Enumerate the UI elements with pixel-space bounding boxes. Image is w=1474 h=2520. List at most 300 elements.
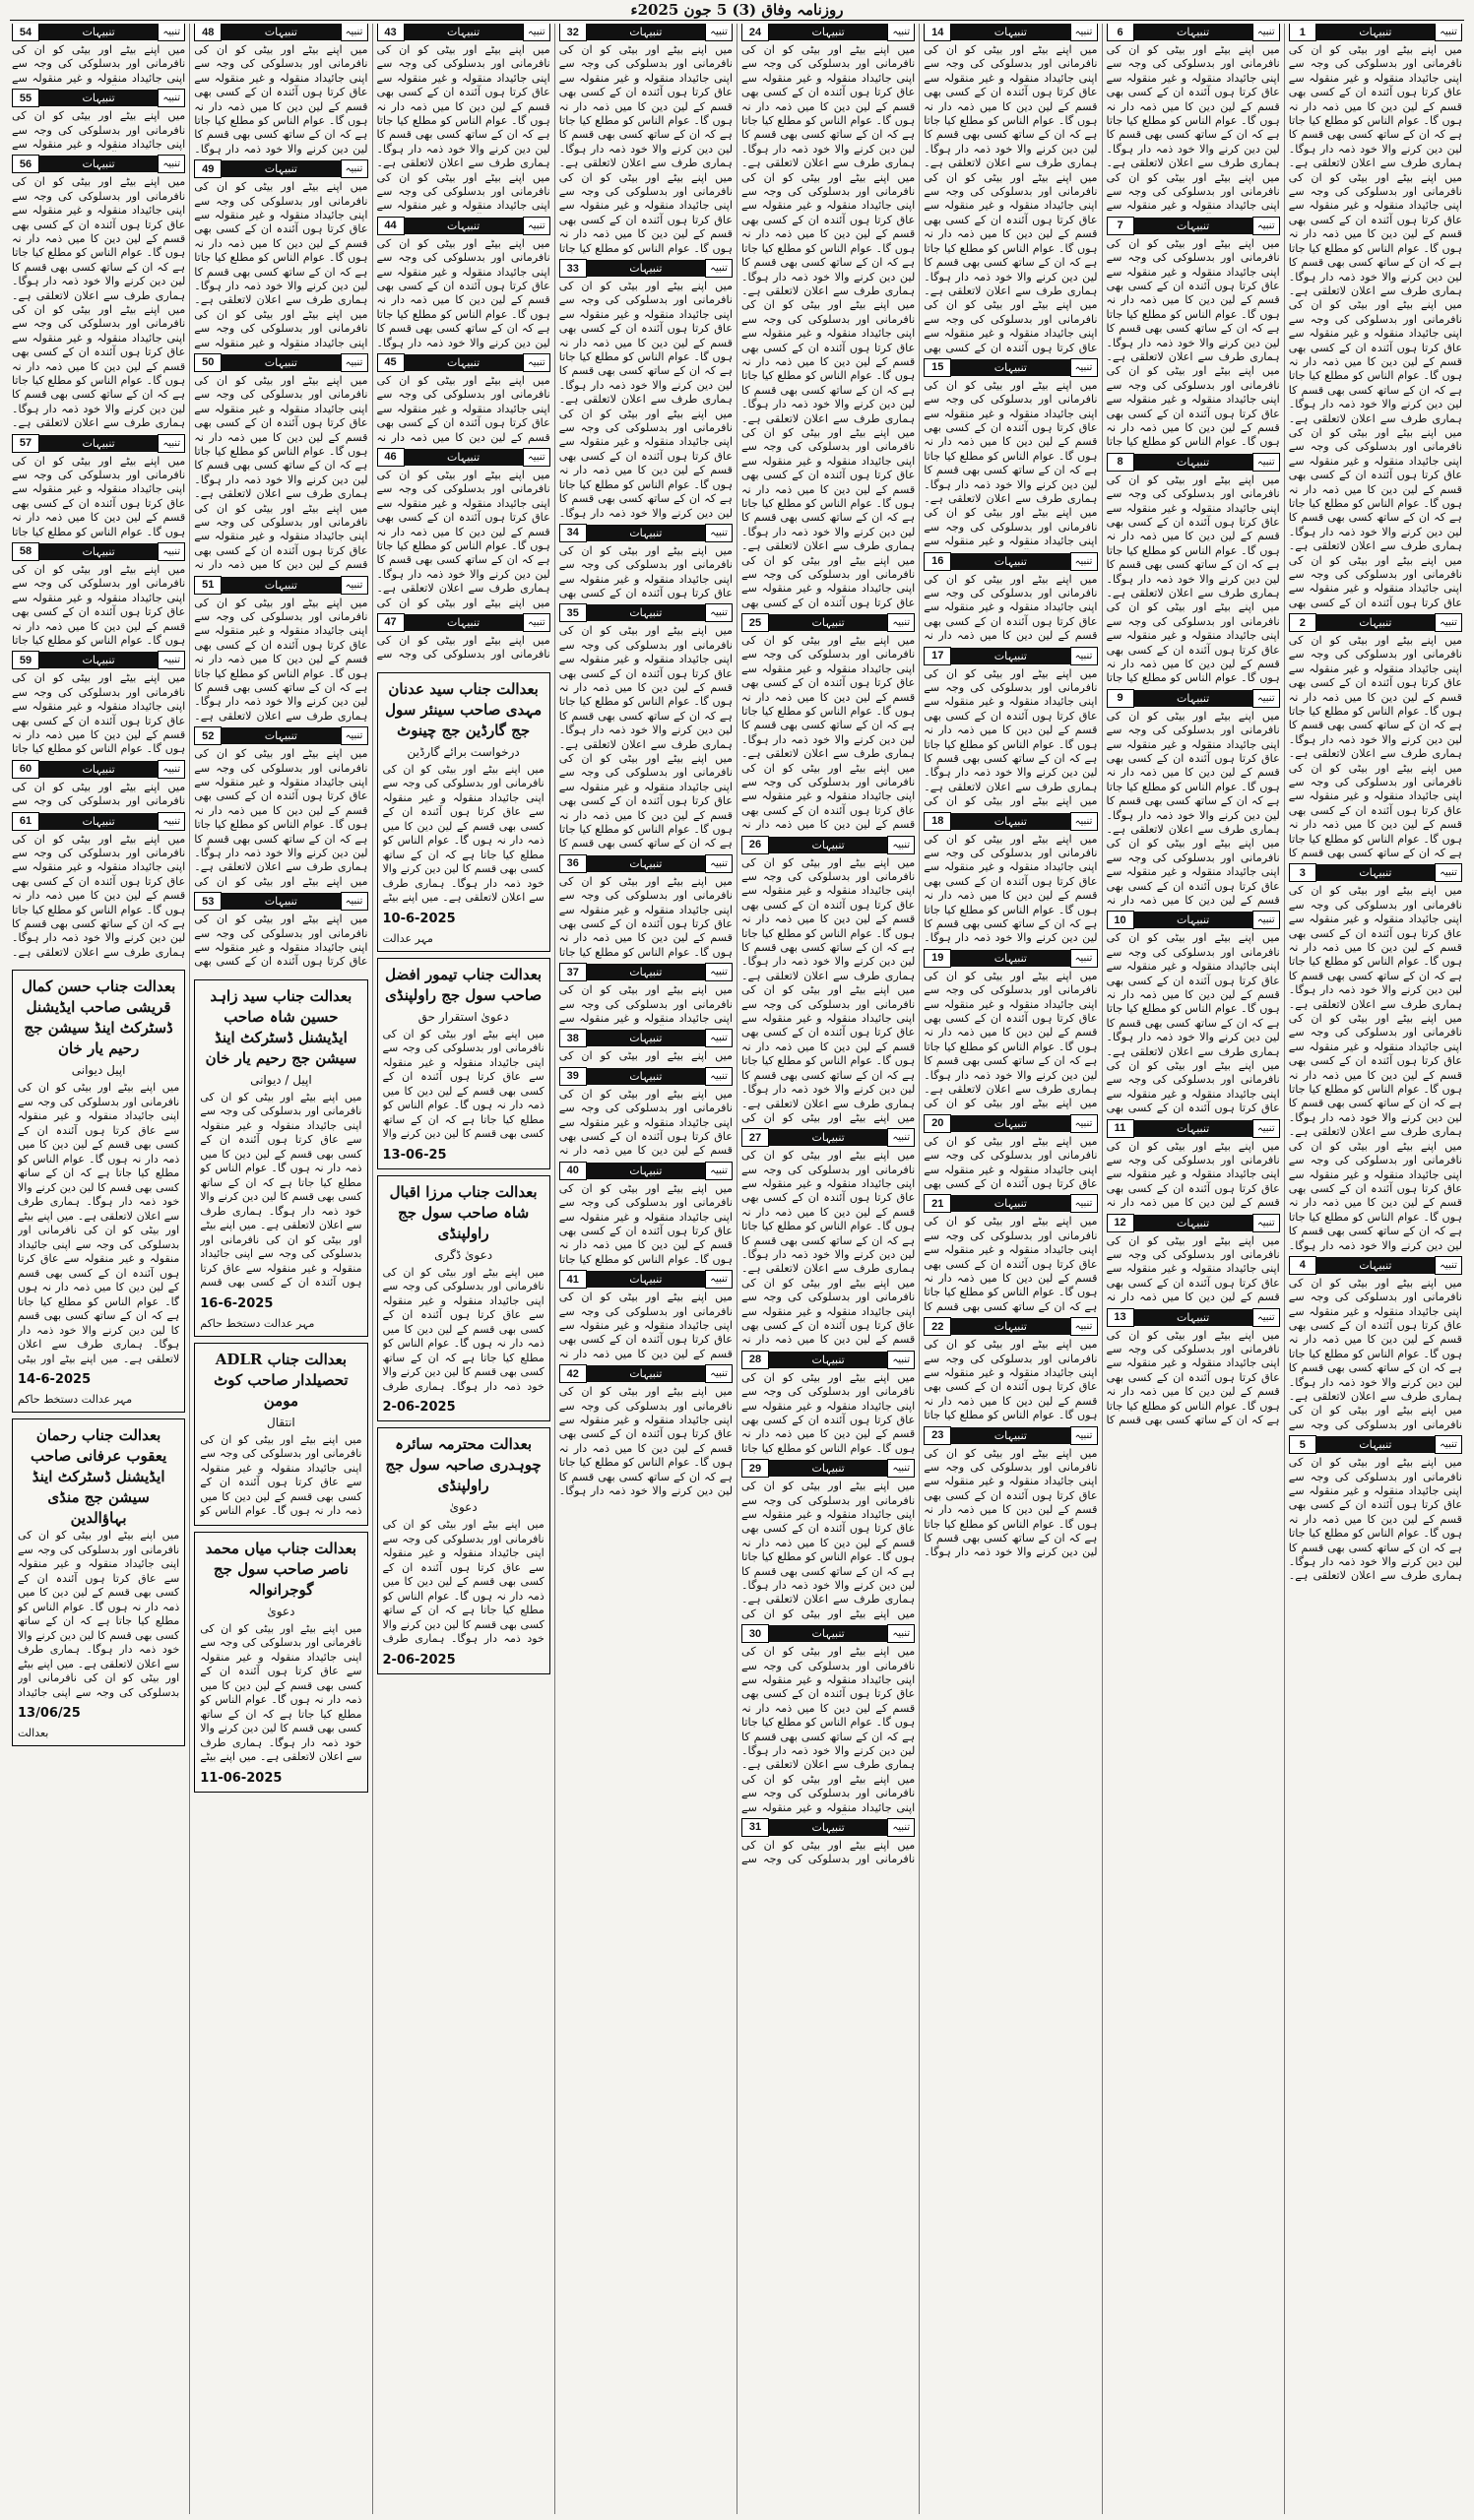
notice-number: 44 xyxy=(377,217,405,235)
notice xyxy=(12,813,185,961)
notice xyxy=(377,218,550,350)
notice xyxy=(12,543,185,648)
notice-header xyxy=(194,727,367,744)
notice-body: میں اپنے بیٹے اور بیٹی کو ان کی نافرمانی اور بدسلوکی کی وجہ سے اپنی جائیداد منقولہ و غیر منقولہ سے عاق کرتا ہوں آئندہ ان کے کسی بھی قسم کے لین دین کا میں ذمہ دار نہ ہوں گا۔ عوام الناس کو مطلع کیا جاتا ہے کہ ان کے ساتھ کسی بھی قسم کا لین دین کرنے والا خود ذمہ دار ہوگا۔ xyxy=(924,832,1098,945)
notice-header xyxy=(741,1352,915,1368)
notice-header xyxy=(1107,218,1280,234)
notice-body: میں اپنے بیٹے اور بیٹی کو ان کی نافرمانی اور بدسلوکی کی وجہ سے اپنی جائیداد منقولہ و غیر منقولہ سے عاق کرتا ہوں آئندہ ان کے کسی بھی قسم کے لین دین کا میں ذمہ دار نہ ہوں گا۔ عوام الناس کو مطلع کیا جاتا ہے کہ ان کے ساتھ کسی بھی قسم کا لین دین کرنے والا خود ذمہ دار ہوگا۔ ہماری طرف سے اعلان لاتعلقی ہے۔ میں اپنے بیٹے اور بیٹی کو ان کی نافرمانی اور بدسلوکی کی وجہ سے اپنی جائیداد منقولہ و غیر منقولہ سے عاق کرتا ہوں آئندہ ان کے کسی بھی قسم کے لین دین کا میں ذمہ دار نہ ہوں گا۔ عوام الناس کو مطلع کیا جاتا ہے کہ ان کے ساتھ کسی بھی قسم کا لین دین کرنے والا خود ذمہ دار ہوگا۔ ہماری طرف سے اعلان لاتعلقی ہے۔ میں اپنے بیٹے اور بیٹی کو ان کی نافرمانی اور بدسلوکی کی وجہ سے اپنی جائیداد منقولہ و غیر منقولہ سے عاق کرتا ہوں آئندہ ان کے کسی بھی قسم کے لین دین کا میں ذمہ دار نہ ہوں گا۔ عوام الناس کو مطلع کیا جاتا ہے کہ ان کے ساتھ کسی بھی قسم کا لین دین کرنے والا خود ذمہ دار ہوگا۔ xyxy=(1288,884,1462,1252)
notice-title: تنبیہات xyxy=(405,24,523,40)
court-heading: بعدالت جناب مرزا اقبال شاہ صاحب سول جج راولپنڈی xyxy=(389,1182,538,1242)
notice-title: تنبیہات xyxy=(1134,912,1252,928)
notice-tag: تنبیہ xyxy=(1070,24,1098,41)
notice-tag: تنبیہ xyxy=(158,89,185,107)
notice-tag: تنبیہ xyxy=(158,24,185,41)
notice xyxy=(377,449,550,610)
notice xyxy=(377,24,550,214)
notice-tag: تنبیہ xyxy=(887,24,915,41)
notice-header xyxy=(12,156,185,172)
notice-number: 28 xyxy=(741,1351,769,1369)
notice-number: 57 xyxy=(12,434,39,453)
notice-title: تنبیہات xyxy=(1316,1257,1435,1274)
column-8 xyxy=(8,24,189,2514)
notice xyxy=(12,24,185,86)
notice-body: میں اپنے بیٹے اور بیٹی کو ان کی نافرمانی اور بدسلوکی کی وجہ سے اپنی جائیداد منقولہ و غیر منقولہ سے عاق کرتا ہوں آئندہ ان کے کسی بھی xyxy=(924,1134,1098,1190)
notice-tag: تنبیہ xyxy=(1435,1435,1462,1454)
column-filler xyxy=(924,1564,1097,2514)
court-subheading: اپیل دیوانی xyxy=(71,1063,126,1078)
notice-number: 53 xyxy=(194,892,222,911)
notice-number: 13 xyxy=(1107,1308,1134,1327)
court-notice xyxy=(12,1418,185,1746)
notice-body: میں اپنے بیٹے اور بیٹی کو ان کی نافرمانی اور بدسلوکی کی وجہ سے اپنی جائیداد منقولہ و غیر منقولہ سے عاق کرتا ہوں آئندہ ان کے کسی بھی قسم کے لین دین کا میں ذمہ دار نہ ہوں گا۔ عوام الناس کو مطلع کیا جاتا ہے کہ ان کے ساتھ کسی بھی قسم کا لین دین کرنے والا خود ذمہ دار ہوگا۔ ہماری طرف سے اعلان لاتعلقی ہے۔ میں اپنے بیٹے اور بیٹی کو ان کی نافرمانی اور بدسلوکی کی وجہ سے اپنی جائیداد منقولہ و غیر منقولہ سے عاق کرتا ہوں آئندہ ان کے کسی بھی قسم کے لین دین کا میں ذمہ دار نہ xyxy=(1106,709,1280,908)
notice-number: 16 xyxy=(924,552,951,571)
notice-title: تنبیہات xyxy=(1316,24,1435,40)
notice-body: میں اپنے بیٹے اور بیٹی کو ان کی نافرمانی اور بدسلوکی کی وجہ سے اپنی جائیداد منقولہ و غیر منقولہ سے عاق کرتا ہوں آئندہ ان کے کسی بھی قسم کے لین دین کا میں ذمہ دار نہ ہوں گا۔ عوام الناس کو مطلع کیا جاتا ہے کہ ان کے ساتھ کسی بھی قسم کا لین دین کرنے والا خود ذمہ دار ہوگا۔ ہماری طرف سے اعلان لاتعلقی ہے۔ میں اپنے بیٹے اور بیٹی کو ان کی نافرمانی اور بدسلوکی کی وجہ سے اپنی جائیداد منقولہ و غیر منقولہ سے xyxy=(924,378,1098,548)
notice-title: تنبیہات xyxy=(769,1819,887,1836)
notice-number: 50 xyxy=(194,353,222,372)
court-subheading: دعویٰ ڈگری xyxy=(434,1247,493,1262)
notice-body: میں اپنے بیٹے اور بیٹی کو ان کی نافرمانی اور بدسلوکی کی وجہ سے اپنی جائیداد منقولہ و غیر منقولہ سے عاق کرتا ہوں آئندہ ان کے کسی بھی قسم کے لین دین کا میں ذمہ دار نہ ہوں گا۔ عوام الناس کو مطلع کیا جاتا xyxy=(12,454,186,538)
court-body: میں اپنے بیٹے اور بیٹی کو ان کی نافرمانی اور بدسلوکی کی وجہ سے اپنی جائیداد منقولہ و غیر منقولہ سے عاق کرتا ہوں آئندہ ان کے کسی بھی قسم کے لین دین کا میں ذمہ دار نہ ہوں گا۔ عوام الناس کو مطلع کیا جاتا ہے کہ ان کے ساتھ کسی بھی قسم کا لین دین کرنے والا خود ذمہ دار ہوگا۔ ہماری طرف سے اعلان لاتعلقی ہے۔ میں اپنے بیٹے xyxy=(382,762,545,905)
notice-tag: تنبیہ xyxy=(1252,453,1280,472)
notice-body: میں اپنے بیٹے اور بیٹی کو ان کی نافرمانی اور بدسلوکی کی وجہ سے اپنی جائیداد منقولہ و غیر منقولہ سے عاق کرتا ہوں آئندہ ان کے کسی بھی قسم کے لین دین کا میں ذمہ دار نہ ہوں گا۔ عوام الناس کو مطلع کیا جاتا ہے کہ ان کے ساتھ کسی بھی قسم کا لین دین کرنے والا خود ذمہ دار ہوگا۔ ہماری طرف سے اعلان لاتعلقی ہے۔ میں اپنے بیٹے اور بیٹی کو ان کی نافرمانی اور بدسلوکی کی وجہ سے اپنی جائیداد منقولہ و غیر منقولہ سے xyxy=(376,43,550,213)
notice-number: 47 xyxy=(377,613,405,632)
notice-number: 39 xyxy=(559,1067,587,1086)
hearing-date: 16-6-2025 xyxy=(200,1295,274,1311)
notice-tag: تنبیہ xyxy=(705,24,733,41)
hearing-date: 14-6-2025 xyxy=(18,1372,92,1388)
notice-title: تنبیہات xyxy=(587,604,705,621)
notice-tag: تنبیہ xyxy=(523,24,550,41)
notice-body: میں اپنے بیٹے اور بیٹی کو ان کی نافرمانی اور بدسلوکی کی وجہ سے اپنی جائیداد منقولہ و غیر منقولہ سے عاق کرتا ہوں آئندہ ان کے کسی بھی قسم کے لین دین کا میں ذمہ دار نہ ہوں گا۔ عوام الناس کو مطلع کیا جاتا ہے کہ ان کے ساتھ کسی بھی قسم کا لین دین کرنے والا خود ذمہ دار ہوگا۔ ہماری طرف سے اعلان لاتعلقی ہے۔ میں اپنے بیٹے اور بیٹی کو ان کی نافرمانی اور بدسلوکی کی وجہ سے اپنی جائیداد منقولہ و غیر منقولہ سے عاق کرتا ہوں آئندہ ان کے کسی بھی قسم کے لین دین کا میں ذمہ دار نہ xyxy=(194,373,368,572)
hearing-date: 2-06-2025 xyxy=(382,1400,456,1416)
notice-body: میں اپنے بیٹے اور بیٹی کو ان کی نافرمانی اور بدسلوکی کی وجہ سے اپنی جائیداد منقولہ و غیر منقولہ سے عاق کرتا ہوں آئندہ ان کے کسی بھی قسم کے لین دین کا میں ذمہ دار نہ ہوں گا۔ عوام الناس کو مطلع کیا جاتا ہے کہ ان کے ساتھ کسی بھی قسم کا لین دین کرنے والا خود ذمہ دار ہوگا۔ ہماری طرف سے اعلان لاتعلقی ہے۔ میں اپنے بیٹے اور بیٹی کو ان کی نافرمانی اور بدسلوکی کی وجہ سے اپنی جائیداد منقولہ و غیر منقولہ سے xyxy=(1106,43,1280,213)
notice-number: 56 xyxy=(12,155,39,173)
notice-title: تنبیہات xyxy=(587,1163,705,1179)
notice-header xyxy=(1107,454,1280,471)
notice-number: 5 xyxy=(1289,1435,1316,1454)
notice-header xyxy=(377,614,550,631)
notice-title: تنبیہات xyxy=(951,1427,1069,1444)
notice-body: میں اپنے بیٹے اور بیٹی کو ان کی نافرمانی اور بدسلوکی کی وجہ سے اپنی جائیداد منقولہ و غیر منقولہ سے عاق کرتا ہوں آئندہ ان کے کسی بھی قسم کے لین دین کا میں ذمہ دار نہ ہوں گا۔ عوام الناس کو مطلع کیا جاتا xyxy=(12,671,186,756)
notice xyxy=(741,614,915,833)
notice-body: میں اپنے بیٹے اور بیٹی کو ان کی نافرمانی اور بدسلوکی کی وجہ سے اپنی جائیداد منقولہ و غیر منقولہ سے عاق کرتا ہوں آئندہ ان کے کسی بھی قسم کے لین دین کا میں ذمہ دار نہ xyxy=(558,1291,733,1360)
notice xyxy=(559,525,733,601)
notice-header xyxy=(377,218,550,234)
notice xyxy=(741,1819,915,1867)
court-heading: بعدالت جناب رحمان یعقوب عرفانی صاحب ایڈیشنل ڈسٹرکٹ اینڈ سیشن جج منڈی بہاؤالدین xyxy=(30,1426,167,1528)
notice-header xyxy=(194,160,367,177)
notice-header xyxy=(194,354,367,371)
notice-title: تنبیہات xyxy=(951,1318,1069,1335)
notice-body: میں اپنے بیٹے اور بیٹی کو ان کی نافرمانی اور بدسلوکی کی وجہ سے xyxy=(376,633,550,662)
notice xyxy=(1289,614,1462,860)
notice-number: 10 xyxy=(1107,911,1134,929)
notice-tag: تنبیہ xyxy=(341,576,368,595)
notice-tag: تنبیہ xyxy=(1252,24,1280,41)
notice-number: 27 xyxy=(741,1128,769,1147)
notice xyxy=(559,604,733,850)
notice-number: 54 xyxy=(12,24,39,41)
notice-header xyxy=(1289,864,1462,881)
notice xyxy=(924,24,1097,355)
notice xyxy=(12,156,185,430)
notice-number: 9 xyxy=(1107,689,1134,708)
notice xyxy=(194,354,367,573)
notice-body: میں اپنے بیٹے اور بیٹی کو ان کی نافرمانی اور بدسلوکی کی وجہ سے اپنی جائیداد منقولہ و غیر منقولہ سے xyxy=(558,983,733,1025)
notice-number: 33 xyxy=(559,259,587,278)
notice-title: تنبیہات xyxy=(1134,24,1252,40)
notice-title: تنبیہات xyxy=(769,1625,887,1642)
notice-tag: تنبیہ xyxy=(341,24,368,41)
notice-number: 8 xyxy=(1107,453,1134,472)
notice-number: 35 xyxy=(559,603,587,622)
notice-number: 41 xyxy=(559,1270,587,1289)
notice-tag: تنبیہ xyxy=(1070,1194,1098,1213)
court-subheading: دعویٰ استقرار حق xyxy=(417,1009,509,1024)
notice-title: تنبیہات xyxy=(39,435,158,452)
notice-title: تنبیہات xyxy=(222,893,340,910)
notice-body: میں اپنے بیٹے اور بیٹی کو ان کی نافرمانی اور بدسلوکی کی وجہ سے اپنی جائیداد منقولہ و غیر منقولہ سے عاق کرتا ہوں آئندہ ان کے کسی بھی قسم کے لین دین کا میں ذمہ دار نہ ہوں گا۔ عوام الناس کو مطلع کیا جاتا ہے کہ ان کے ساتھ کسی بھی قسم کا لین دین کرنے والا خود ذمہ دار ہوگا۔ ہماری طرف سے اعلان لاتعلقی ہے۔ xyxy=(1288,1456,1462,1583)
notice xyxy=(1289,1257,1462,1432)
notice-title: تنبیہات xyxy=(222,577,340,594)
court-signature: بعدالت xyxy=(18,1727,49,1740)
notice-header xyxy=(924,648,1097,664)
notice-body: میں اپنے بیٹے اور بیٹی کو ان کی نافرمانی اور بدسلوکی کی وجہ سے اپنی جائیداد منقولہ و غیر منقولہ سے عاق کرتا ہوں آئندہ ان کے کسی بھی قسم کے لین دین کا میں ذمہ دار نہ ہوں گا۔ عوام الناس کو مطلع کیا جاتا ہے کہ ان کے ساتھ کسی بھی قسم کا لین دین کرنے والا خود ذمہ دار ہوگا۔ ہماری طرف سے اعلان لاتعلقی ہے۔ میں اپنے بیٹے اور بیٹی کو ان کی نافرمانی اور بدسلوکی کی وجہ سے xyxy=(1288,1276,1462,1431)
notice-header xyxy=(559,1068,733,1085)
notice xyxy=(559,1030,733,1063)
notice xyxy=(924,359,1097,549)
notice xyxy=(924,1318,1097,1422)
notice-title: تنبیہات xyxy=(587,1271,705,1288)
notice-header xyxy=(924,1318,1097,1335)
column-filler xyxy=(194,1793,367,2514)
notice-header xyxy=(1107,1120,1280,1137)
notice-header xyxy=(194,24,367,40)
notice-number: 12 xyxy=(1107,1214,1134,1232)
court-heading: بعدالت جناب سید زاہد حسین شاہ صاحب ایڈیشنل ڈسٹرکٹ اینڈ سیشن جج رحیم یار خان xyxy=(205,986,357,1067)
notice xyxy=(559,1271,733,1361)
court-notice xyxy=(194,979,367,1337)
notice-title: تنبیہات xyxy=(39,543,158,560)
notice-number: 25 xyxy=(741,613,769,632)
court-date xyxy=(383,1400,545,1415)
notice xyxy=(1107,1309,1280,1428)
notice xyxy=(194,727,367,889)
notice-title: تنبیہات xyxy=(951,359,1069,376)
notice-title: تنبیہات xyxy=(222,160,340,177)
hearing-date: 2-06-2025 xyxy=(382,1652,456,1668)
notice-title: تنبیہات xyxy=(1316,864,1435,881)
notice-tag: تنبیہ xyxy=(1252,1119,1280,1138)
notice xyxy=(377,354,550,445)
notice-title: تنبیہات xyxy=(405,449,523,466)
notice-title: تنبیہات xyxy=(405,614,523,631)
notice-number: 4 xyxy=(1289,1256,1316,1275)
columns-grid xyxy=(8,24,1466,2514)
notice-header xyxy=(741,1460,915,1477)
notice-number: 59 xyxy=(12,651,39,669)
hearing-date: 13-06-25 xyxy=(382,1147,447,1163)
court-subheading: دعویٰ xyxy=(267,1604,295,1618)
notice-number: 17 xyxy=(924,647,951,665)
notice-number: 58 xyxy=(12,542,39,561)
notice-header xyxy=(559,604,733,621)
column-4 xyxy=(737,24,919,2514)
court-notice xyxy=(194,1343,367,1526)
court-body: میں اپنے بیٹے اور بیٹی کو ان کی نافرمانی اور بدسلوکی کی وجہ سے اپنی جائیداد منقولہ و غیر منقولہ سے عاق کرتا ہوں آئندہ ان کے کسی بھی قسم کے لین دین کا میں ذمہ دار نہ ہوں گا۔ عوام الناس کو مطلع کیا جاتا ہے کہ ان کے ساتھ کسی بھی قسم کا لین دین کرنے والا xyxy=(382,1027,545,1141)
notice-header xyxy=(924,24,1097,40)
notice-title: تنبیہات xyxy=(769,837,887,853)
notice-body: میں اپنے بیٹے اور بیٹی کو ان کی نافرمانی اور بدسلوکی کی وجہ سے اپنی جائیداد منقولہ و غیر منقولہ سے عاق کرتا ہوں آئندہ ان کے کسی بھی xyxy=(194,913,368,969)
court-notice xyxy=(194,1532,367,1793)
notice-tag: تنبیہ xyxy=(887,613,915,632)
court-notice xyxy=(12,970,185,1413)
notice-tag: تنبیہ xyxy=(341,892,368,911)
notice-body: میں اپنے بیٹے اور بیٹی کو ان کی نافرمانی اور بدسلوکی کی وجہ سے اپنی جائیداد منقولہ و غیر منقولہ سے عاق کرتا ہوں آئندہ ان کے کسی بھی قسم کے لین دین کا میں ذمہ دار نہ ہوں گا۔ عوام الناس کو مطلع کیا جاتا ہے کہ ان کے ساتھ کسی بھی قسم کا لین دین کرنے والا خود ذمہ دار ہوگا۔ ہماری طرف سے اعلان لاتعلقی ہے۔ میں اپنے بیٹے اور بیٹی کو ان کی xyxy=(741,1480,916,1620)
notice-tag: تنبیہ xyxy=(1435,1256,1462,1275)
notice-number: 15 xyxy=(924,358,951,377)
notice-header xyxy=(12,24,185,40)
notice-number: 31 xyxy=(741,1818,769,1837)
notice-body: میں اپنے بیٹے اور بیٹی کو ان کی نافرمانی اور بدسلوکی کی وجہ سے اپنی جائیداد منقولہ و غیر منقولہ سے عاق کرتا ہوں آئندہ ان کے کسی بھی قسم کے لین دین کا میں ذمہ دار نہ ہوں گا۔ عوام الناس کو مطلع کیا جاتا ہے کہ ان کے ساتھ کسی بھی قسم کا لین دین کرنے والا خود ذمہ دار ہوگا۔ ہماری طرف سے اعلان لاتعلقی ہے۔ میں اپنے بیٹے اور بیٹی کو ان کی نافرمانی اور بدسلوکی کی وجہ سے اپنی جائیداد منقولہ و غیر منقولہ سے عاق کرتا ہوں آئندہ ان کے کسی بھی قسم کے لین دین کا میں ذمہ دار نہ ہوں گا۔ عوام الناس کو مطلع کیا جاتا ہے کہ ان کے ساتھ کسی بھی قسم کا لین دین کرنے والا خود ذمہ دار ہوگا۔ ہماری طرف سے اعلان لاتعلقی ہے۔ میں اپنے بیٹے اور بیٹی کو ان کی نافرمانی اور بدسلوکی کی وجہ سے اپنی جائیداد منقولہ و غیر منقولہ سے عاق کرتا ہوں آئندہ ان کے کسی بھی قسم کے لین دین کا میں ذمہ دار نہ ہوں گا۔ عوام الناس کو مطلع کیا جاتا ہے کہ ان کے ساتھ کسی بھی قسم کا لین دین کرنے والا خود ذمہ دار ہوگا۔ ہماری طرف سے اعلان لاتعلقی ہے۔ میں اپنے بیٹے اور بیٹی کو ان کی نافرمانی اور بدسلوکی کی وجہ سے اپنی جائیداد منقولہ و غیر منقولہ سے عاق کرتا ہوں آئندہ ان کے کسی بھی قسم کے لین دین کا میں ذمہ دار نہ ہوں گا۔ عوام الناس کو مطلع کیا جاتا ہے کہ ان کے ساتھ کسی بھی قسم کا لین دین کرنے والا خود ذمہ دار ہوگا۔ ہماری طرف سے اعلان لاتعلقی ہے۔ میں اپنے بیٹے اور بیٹی کو ان کی نافرمانی اور بدسلوکی کی وجہ سے اپنی جائیداد منقولہ و غیر منقولہ سے عاق کرتا ہوں آئندہ ان کے کسی بھی xyxy=(741,43,916,609)
notice-title: تنبیہات xyxy=(951,553,1069,570)
court-notice xyxy=(377,672,550,952)
masthead-title: روزنامہ وفاق (3) 5 جون 2025ء xyxy=(630,1,844,19)
notice xyxy=(559,855,733,960)
notice-body: میں اپنے بیٹے اور بیٹی کو ان کی نافرمانی اور بدسلوکی کی وجہ سے xyxy=(12,780,186,808)
notice-tag: تنبیہ xyxy=(1252,217,1280,235)
notice-tag: تنبیہ xyxy=(705,1162,733,1180)
notice xyxy=(741,837,915,1126)
hearing-date: 10-6-2025 xyxy=(382,911,456,926)
notice-header xyxy=(741,1129,915,1146)
notice xyxy=(377,614,550,662)
notice-body: میں اپنے بیٹے اور بیٹی کو ان کی نافرمانی اور بدسلوکی کی وجہ سے اپنی جائیداد منقولہ و غیر منقولہ سے عاق کرتا ہوں آئندہ ان کے کسی بھی قسم کے لین دین کا میں ذمہ دار نہ ہوں گا۔ عوام الناس کو مطلع کیا جاتا ہے کہ ان کے ساتھ کسی بھی قسم کا لین دین کرنے والا خود ذمہ دار ہوگا۔ ہماری طرف سے اعلان لاتعلقی ہے۔ میں اپنے بیٹے اور بیٹی کو ان کی xyxy=(924,666,1098,808)
notice-body: میں اپنے بیٹے اور بیٹی کو ان کی نافرمانی اور بدسلوکی کی وجہ سے اپنی جائیداد منقولہ و غیر منقولہ سے عاق کرتا ہوں آئندہ ان کے کسی بھی قسم کے لین دین کا میں ذمہ دار نہ ہوں گا۔ عوام الناس کو مطلع کیا جاتا ہے کہ ان کے ساتھ کسی بھی قسم کا لین دین کرنے والا خود ذمہ دار ہوگا۔ ہماری طرف سے اعلان لاتعلقی ہے۔ میں اپنے بیٹے اور بیٹی کو ان کی نافرمانی اور بدسلوکی کی وجہ سے اپنی جائیداد منقولہ و غیر منقولہ سے عاق کرتا ہوں آئندہ ان کے کسی بھی قسم کے لین دین کا میں ذمہ دار نہ ہوں گا۔ عوام الناس کو مطلع کیا جاتا ہے کہ ان کے ساتھ کسی بھی قسم کا لین دین کرنے والا خود ذمہ دار ہوگا۔ ہماری طرف سے اعلان لاتعلقی ہے۔ میں اپنے بیٹے اور بیٹی کو ان کی نافرمانی اور بدسلوکی کی وجہ سے اپنی جائیداد منقولہ و غیر منقولہ سے عاق کرتا ہوں آئندہ ان کے کسی بھی xyxy=(924,43,1098,354)
notice-title: تنبیہات xyxy=(769,1352,887,1368)
notice-number: 20 xyxy=(924,1114,951,1133)
notice-tag: تنبیہ xyxy=(887,1818,915,1837)
notice-header xyxy=(559,1030,733,1046)
notice-number: 7 xyxy=(1107,217,1134,235)
notice xyxy=(12,761,185,809)
notice-title: تنبیہات xyxy=(39,761,158,778)
notice-header xyxy=(559,1365,733,1382)
notice-tag: تنبیہ xyxy=(705,1029,733,1047)
notice-tag: تنبیہ xyxy=(1435,613,1462,632)
notice-number: 36 xyxy=(559,854,587,873)
notice-tag: تنبیہ xyxy=(523,217,550,235)
notice-body: میں اپنے بیٹے اور بیٹی کو ان کی نافرمانی اور بدسلوکی کی وجہ سے اپنی جائیداد منقولہ و غیر منقولہ سے xyxy=(12,43,186,85)
notice-header xyxy=(12,761,185,778)
notice-header xyxy=(194,577,367,594)
notice-number: 48 xyxy=(194,24,222,41)
court-notice xyxy=(377,1427,550,1674)
notice-tag: تنبیہ xyxy=(1070,812,1098,831)
notice xyxy=(924,813,1097,946)
notice-header xyxy=(924,359,1097,376)
notice-number: 45 xyxy=(377,353,405,372)
notice-tag: تنبیہ xyxy=(705,854,733,873)
column-filler xyxy=(559,1502,733,2514)
notice-tag: تنبیہ xyxy=(341,159,368,178)
notice-header xyxy=(1289,614,1462,631)
court-subheading: دعویٰ xyxy=(449,1500,478,1515)
notice-body: میں اپنے بیٹے اور بیٹی کو ان کی نافرمانی اور بدسلوکی کی وجہ سے اپنی جائیداد منقولہ و غیر منقولہ سے عاق کرتا ہوں آئندہ ان کے کسی بھی قسم کے لین دین کا میں ذمہ دار نہ ہوں گا۔ عوام الناس کو مطلع کیا جاتا ہے کہ ان کے ساتھ کسی بھی قسم کا لین دین کرنے والا خود ذمہ دار ہوگا۔ ہماری طرف سے اعلان لاتعلقی ہے۔ میں اپنے بیٹے اور بیٹی کو ان کی نافرمانی اور بدسلوکی کی وجہ سے اپنی جائیداد منقولہ و غیر منقولہ سے عاق کرتا ہوں آئندہ ان کے کسی بھی قسم کے لین دین کا میں ذمہ دار نہ xyxy=(741,1149,916,1347)
column-filler xyxy=(741,1871,915,2514)
court-body: میں اپنے بیٹے اور بیٹی کو ان کی نافرمانی اور بدسلوکی کی وجہ سے اپنی جائیداد منقولہ و غیر منقولہ سے عاق کرتا ہوں آئندہ ان کے کسی بھی قسم کے لین دین کا میں ذمہ دار نہ ہوں گا۔ عوام الناس کو مطلع کیا جاتا ہے کہ ان کے ساتھ کسی بھی قسم کا لین دین کرنے والا خود ذمہ دار ہوگا۔ ہماری طرف xyxy=(382,1518,545,1646)
notice-title: تنبیہات xyxy=(1134,218,1252,234)
column-filler xyxy=(1107,1431,1280,2514)
notice-header xyxy=(924,1195,1097,1212)
court-date xyxy=(383,1148,545,1163)
notice-body: میں اپنے بیٹے اور بیٹی کو ان کی نافرمانی اور بدسلوکی کی وجہ سے اپنی جائیداد منقولہ و غیر منقولہ سے عاق کرتا ہوں آئندہ ان کے کسی بھی قسم کے لین دین کا میں ذمہ دار نہ ہوں گا۔ عوام الناس کو مطلع کیا جاتا ہے کہ ان کے ساتھ کسی بھی قسم کا لین دین کرنے والا خود ذمہ دار ہوگا۔ ہماری طرف سے اعلان لاتعلقی ہے۔ میں اپنے بیٹے اور بیٹی کو ان کی نافرمانی اور بدسلوکی کی وجہ سے اپنی جائیداد منقولہ و غیر منقولہ سے عاق کرتا ہوں آئندہ ان کے کسی بھی قسم کے لین دین کا میں ذمہ دار نہ ہوں گا۔ عوام الناس کو مطلع کیا جاتا xyxy=(558,43,733,255)
notice-header xyxy=(559,1163,733,1179)
notice-number: 51 xyxy=(194,576,222,595)
notice-header xyxy=(741,1625,915,1642)
court-body: میں اپنے بیٹے اور بیٹی کو ان کی نافرمانی اور بدسلوکی کی وجہ سے اپنی جائیداد منقولہ و غیر منقولہ سے عاق کرتا ہوں آئندہ ان کے کسی بھی قسم کے لین دین کا میں ذمہ دار نہ ہوں گا۔ عوام الناس کو مطلع کیا جاتا ہے کہ ان کے ساتھ کسی بھی قسم کا لین دین کرنے والا خود ذمہ دار ہوگا۔ ہماری طرف سے اعلان لاتعلقی ہے۔ میں اپنے بیٹے xyxy=(200,1621,362,1764)
notice xyxy=(741,24,915,610)
notice-number: 2 xyxy=(1289,613,1316,632)
notice-tag: تنبیہ xyxy=(158,155,185,173)
notice xyxy=(1107,218,1280,450)
notice-body: میں اپنے بیٹے اور بیٹی کو ان کی نافرمانی اور بدسلوکی کی وجہ سے اپنی جائیداد منقولہ و غیر منقولہ سے عاق کرتا ہوں آئندہ ان کے کسی بھی قسم کے لین دین کا میں ذمہ دار نہ ہوں گا۔ عوام الناس کو مطلع کیا جاتا ہے کہ ان کے ساتھ کسی بھی قسم کا لین دین کرنے والا خود ذمہ دار ہوگا۔ ہماری طرف سے اعلان لاتعلقی ہے۔ میں اپنے بیٹے اور بیٹی کو ان کی xyxy=(376,468,550,609)
notice-number: 19 xyxy=(924,949,951,968)
court-signature: مہر عدالت دستخط حاکم xyxy=(200,1316,315,1330)
notice xyxy=(924,950,1097,1111)
notice-header xyxy=(924,813,1097,830)
notice-body: میں اپنے بیٹے اور بیٹی کو ان کی نافرمانی اور بدسلوکی کی وجہ سے اپنی جائیداد منقولہ و غیر منقولہ سے عاق کرتا ہوں آئندہ ان کے کسی بھی قسم کے لین دین کا میں ذمہ دار نہ xyxy=(924,572,1098,643)
column-7 xyxy=(189,24,371,2514)
notice-tag: تنبیہ xyxy=(1435,863,1462,882)
notice xyxy=(1107,912,1280,1115)
column-1 xyxy=(1284,24,1466,2514)
notice-body: میں اپنے بیٹے اور بیٹی کو ان کی نافرمانی اور بدسلوکی کی وجہ سے اپنی جائیداد منقولہ و غیر منقولہ سے عاق کرتا ہوں آئندہ ان کے کسی بھی قسم کے لین دین کا میں ذمہ دار نہ ہوں گا۔ عوام الناس کو مطلع کیا جاتا ہے کہ ان کے ساتھ کسی بھی قسم کا لین دین کرنے والا خود ذمہ دار ہوگا۔ ہماری طرف سے اعلان لاتعلقی ہے۔ میں اپنے بیٹے اور بیٹی کو ان کی نافرمانی اور بدسلوکی کی وجہ سے اپنی جائیداد منقولہ و غیر منقولہ سے عاق کرتا ہوں آئندہ ان کے کسی بھی قسم کے لین دین کا میں ذمہ دار نہ ہوں گا۔ عوام الناس کو مطلع کیا جاتا ہے کہ ان کے ساتھ کسی بھی قسم کا xyxy=(1288,634,1462,860)
notice xyxy=(1289,864,1462,1252)
notice-body: میں اپنے بیٹے اور بیٹی کو ان کی نافرمانی اور بدسلوکی کی وجہ سے اپنی جائیداد منقولہ و غیر منقولہ سے عاق کرتا ہوں آئندہ ان کے کسی بھی قسم کے لین دین کا میں ذمہ دار نہ ہوں گا۔ عوام الناس کو مطلع کیا جاتا ہے کہ ان کے ساتھ کسی بھی قسم کا لین دین کرنے والا خود ذمہ دار ہوگا۔ xyxy=(558,1385,733,1497)
notice-tag: تنبیہ xyxy=(341,353,368,372)
notice-header xyxy=(559,525,733,541)
notice-number: 18 xyxy=(924,812,951,831)
notice-body: میں اپنے بیٹے اور بیٹی کو ان کی نافرمانی اور بدسلوکی کی وجہ سے اپنی جائیداد منقولہ و غیر منقولہ سے عاق کرتا ہوں آئندہ ان کے کسی بھی قسم کے لین دین کا میں ذمہ دار نہ ہوں گا۔ عوام الناس کو مطلع کیا جاتا ہے کہ ان کے ساتھ کسی بھی قسم کا لین دین کرنے والا خود ذمہ دار ہوگا۔ ہماری طرف سے اعلان لاتعلقی ہے۔ میں اپنے بیٹے اور بیٹی کو ان کی نافرمانی اور بدسلوکی کی وجہ سے اپنی جائیداد منقولہ و غیر منقولہ سے xyxy=(194,180,368,349)
notice-title: تنبیہات xyxy=(769,1129,887,1146)
notice-header xyxy=(741,1819,915,1836)
notice-number: 26 xyxy=(741,836,769,854)
notice-title: تنبیہات xyxy=(951,648,1069,664)
notice-body: میں اپنے بیٹے اور بیٹی کو ان کی نافرمانی اور بدسلوکی کی وجہ سے اپنی جائیداد منقولہ و غیر منقولہ سے عاق کرتا ہوں آئندہ ان کے کسی بھی قسم کے لین دین کا میں ذمہ دار نہ xyxy=(558,1087,733,1158)
court-subheading: انتقال xyxy=(267,1415,295,1429)
notice-title: تنبیہات xyxy=(1134,454,1252,471)
notice-header xyxy=(1107,912,1280,928)
notice-tag: تنبیہ xyxy=(887,1624,915,1643)
court-date xyxy=(200,1296,361,1311)
notice-title: تنبیہات xyxy=(951,813,1069,830)
court-date xyxy=(383,912,545,926)
notice-header xyxy=(741,614,915,631)
notice-tag: تنبیہ xyxy=(341,726,368,745)
notice-number: 23 xyxy=(924,1426,951,1445)
notice-title: تنبیہات xyxy=(39,813,158,830)
notice-body: میں اپنے بیٹے اور بیٹی کو ان کی نافرمانی اور بدسلوکی کی وجہ سے اپنی جائیداد منقولہ و غیر منقولہ سے عاق کرتا ہوں آئندہ ان کے کسی بھی قسم کے لین دین کا میں ذمہ دار نہ ہوں گا۔ عوام الناس کو مطلع کیا جاتا ہے کہ ان کے ساتھ کسی بھی قسم کا لین دین کرنے والا خود ذمہ دار ہوگا۔ ہماری طرف سے اعلان لاتعلقی ہے۔ میں اپنے بیٹے اور بیٹی کو ان کی نافرمانی اور بدسلوکی کی وجہ سے اپنی جائیداد منقولہ و غیر منقولہ سے عاق کرتا ہوں آئندہ ان کے کسی بھی قسم کے لین دین کا میں ذمہ دار نہ ہوں گا۔ عوام الناس کو مطلع کیا جاتا ہے کہ ان کے ساتھ کسی بھی قسم کا لین دین کرنے والا خود ذمہ دار ہوگا۔ ہماری طرف سے اعلان لاتعلقی ہے۔ میں اپنے بیٹے اور بیٹی کو ان کی xyxy=(741,855,916,1124)
notice xyxy=(1107,690,1280,909)
notice xyxy=(1107,1120,1280,1211)
notice-header xyxy=(1289,24,1462,40)
notice-body: میں اپنے بیٹے اور بیٹی کو ان کی نافرمانی اور بدسلوکی کی وجہ سے xyxy=(741,1838,916,1866)
notice-tag: تنبیہ xyxy=(1252,911,1280,929)
notice-title: تنبیہات xyxy=(587,855,705,872)
notice-tag: تنبیہ xyxy=(158,812,185,831)
notice-body: میں اپنے بیٹے اور بیٹی کو ان کی نافرمانی اور بدسلوکی کی وجہ سے اپنی جائیداد منقولہ و غیر منقولہ سے عاق کرتا ہوں آئندہ ان کے کسی بھی قسم کے لین دین کا میں ذمہ دار نہ ہوں گا۔ عوام الناس کو مطلع کیا جاتا xyxy=(558,1181,733,1266)
notice-header xyxy=(12,813,185,830)
notice-body: میں اپنے بیٹے اور بیٹی کو ان کی نافرمانی اور بدسلوکی کی وجہ سے اپنی جائیداد منقولہ و غیر منقولہ سے عاق کرتا ہوں آئندہ ان کے کسی بھی قسم کے لین دین کا میں ذمہ دار نہ ہوں گا۔ عوام الناس کو مطلع کیا جاتا ہے کہ ان کے ساتھ کسی بھی قسم کا xyxy=(1106,1328,1280,1427)
notice xyxy=(194,577,367,724)
hearing-date: 13/06/25 xyxy=(18,1706,81,1722)
court-body: میں اپنے بیٹے اور بیٹی کو ان کی نافرمانی اور بدسلوکی کی وجہ سے اپنی جائیداد منقولہ و غیر منقولہ سے عاق کرتا ہوں آئندہ ان کے کسی بھی قسم کے لین دین کا میں ذمہ دار نہ ہوں گا۔ عوام الناس کو xyxy=(200,1432,362,1518)
notice-body: میں اپنے بیٹے اور بیٹی کو ان کی نافرمانی اور بدسلوکی کی وجہ سے اپنی جائیداد منقولہ و غیر منقولہ سے عاق کرتا ہوں آئندہ ان کے کسی بھی قسم کے لین دین کا میں ذمہ دار نہ ہوں گا۔ عوام الناس کو مطلع کیا جاتا xyxy=(12,562,186,647)
court-body: میں اپنے بیٹے اور بیٹی کو ان کی نافرمانی اور بدسلوکی کی وجہ سے اپنی جائیداد منقولہ و غیر منقولہ سے عاق کرتا ہوں آئندہ ان کے کسی بھی قسم کے لین دین کا میں ذمہ دار نہ ہوں گا۔ عوام الناس کو مطلع کیا جاتا ہے کہ ان کے ساتھ کسی بھی قسم کا لین دین کرنے والا خود ذمہ دار ہوگا۔ ہماری طرف xyxy=(382,1265,545,1393)
notice-number: 29 xyxy=(741,1459,769,1478)
notice-body: میں اپنے بیٹے اور بیٹی کو ان کی نافرمانی اور بدسلوکی کی وجہ سے اپنی جائیداد منقولہ و غیر منقولہ سے عاق کرتا ہوں آئندہ ان کے کسی بھی قسم کے لین دین کا میں ذمہ دار نہ ہوں گا۔ عوام الناس کو مطلع کیا جاتا ہے کہ ان کے ساتھ کسی بھی قسم کا لین دین کرنے والا خود ذمہ دار ہوگا۔ ہماری طرف سے اعلان لاتعلقی ہے۔ میں اپنے بیٹے اور بیٹی کو ان کی نافرمانی اور بدسلوکی کی وجہ سے اپنی جائیداد منقولہ و غیر منقولہ سے عاق کرتا ہوں آئندہ ان کے کسی بھی قسم کے لین دین کا میں ذمہ دار نہ ہوں گا۔ عوام الناس کو مطلع کیا جاتا xyxy=(1106,236,1280,449)
notice-number: 14 xyxy=(924,24,951,41)
notice-tag: تنبیہ xyxy=(1435,24,1462,41)
court-notice xyxy=(377,1175,550,1422)
notice xyxy=(1289,1436,1462,1584)
notice-number: 55 xyxy=(12,89,39,107)
notice-title: تنبیہات xyxy=(1134,1215,1252,1231)
notice-header xyxy=(12,90,185,106)
notice-tag: تنبیہ xyxy=(1252,1214,1280,1232)
notice-header xyxy=(1107,24,1280,40)
notice-title: تنبیہات xyxy=(1316,1436,1435,1453)
notice-number: 52 xyxy=(194,726,222,745)
notice-title: تنبیہات xyxy=(587,1030,705,1046)
notice-tag: تنبیہ xyxy=(523,448,550,467)
notice-body: میں اپنے بیٹے اور بیٹی کو ان کی نافرمانی اور بدسلوکی کی وجہ سے اپنی جائیداد منقولہ و غیر منقولہ سے عاق کرتا ہوں آئندہ ان کے کسی بھی xyxy=(558,543,733,600)
notice-header xyxy=(1289,1257,1462,1274)
notice-title: تنبیہات xyxy=(405,354,523,371)
notice-tag: تنبیہ xyxy=(887,1128,915,1147)
notice-body: میں اپنے بیٹے اور بیٹی کو ان کی نافرمانی اور بدسلوکی کی وجہ سے اپنی جائیداد منقولہ و غیر منقولہ سے عاق کرتا ہوں آئندہ ان کے کسی بھی قسم کے لین دین کا میں ذمہ دار نہ ہوں گا۔ عوام الناس کو مطلع کیا جاتا ہے کہ ان کے ساتھ کسی بھی قسم کا لین دین کرنے والا خود ذمہ دار ہوگا۔ ہماری طرف سے اعلان لاتعلقی ہے۔ xyxy=(194,596,368,723)
notice-tag: تنبیہ xyxy=(158,760,185,779)
court-body: میں اپنے بیٹے اور بیٹی کو ان کی نافرمانی اور بدسلوکی کی وجہ سے اپنی جائیداد منقولہ و غیر منقولہ سے عاق کرتا ہوں آئندہ ان کے کسی بھی قسم کے لین دین کا میں ذمہ دار نہ ہوں گا۔ عوام الناس کو مطلع کیا جاتا ہے کہ ان کے ساتھ کسی بھی قسم کا لین دین کرنے والا خود ذمہ دار ہوگا۔ ہماری طرف سے اعلان لاتعلقی ہے۔ میں اپنے بیٹے اور بیٹی کو ان کی نافرمانی اور بدسلوکی کی وجہ سے اپنی جائیداد منقولہ و غیر منقولہ سے عاق کرتا ہوں آئندہ ان کے کسی بھی قسم xyxy=(200,1090,362,1290)
notice-body: میں اپنے بیٹے اور بیٹی کو ان کی نافرمانی اور بدسلوکی کی وجہ سے اپنی جائیداد منقولہ و غیر منقولہ سے عاق کرتا ہوں آئندہ ان کے کسی بھی قسم کے لین دین کا میں ذمہ دار نہ ہوں گا۔ عوام الناس کو مطلع کیا جاتا ہے کہ ان کے ساتھ کسی بھی قسم کا لین دین کرنے والا خود ذمہ دار ہوگا۔ ہماری طرف سے اعلان لاتعلقی ہے۔ xyxy=(12,832,186,959)
notice-tag: تنبیہ xyxy=(705,524,733,542)
notice-tag: تنبیہ xyxy=(705,1364,733,1383)
notice-body: میں اپنے بیٹے اور بیٹی کو ان کی نافرمانی اور بدسلوکی کی وجہ سے اپنی جائیداد منقولہ و غیر منقولہ سے عاق کرتا ہوں آئندہ ان کے کسی بھی قسم کے لین دین کا میں ذمہ دار نہ xyxy=(1106,1233,1280,1304)
notice-header xyxy=(1107,690,1280,707)
notice-number: 34 xyxy=(559,524,587,542)
notice-tag: تنبیہ xyxy=(705,1067,733,1086)
notice-number: 32 xyxy=(559,24,587,41)
notice-body: میں اپنے بیٹے اور بیٹی کو ان کی نافرمانی اور بدسلوکی کی وجہ سے اپنی جائیداد منقولہ و غیر منقولہ سے عاق کرتا ہوں آئندہ ان کے کسی بھی قسم کے لین دین کا میں ذمہ دار نہ ہوں گا۔ عوام الناس کو مطلع کیا جاتا ہے کہ ان کے ساتھ کسی بھی قسم کا xyxy=(924,1215,1098,1313)
notice-title: تنبیہات xyxy=(587,525,705,541)
notice-number: 6 xyxy=(1107,24,1134,41)
notice-header xyxy=(559,855,733,872)
notice-body: میں اپنے بیٹے اور بیٹی کو ان کی نافرمانی اور بدسلوکی کی وجہ سے اپنی جائیداد منقولہ و غیر منقولہ سے xyxy=(12,109,186,151)
notice-title: تنبیہات xyxy=(587,1365,705,1382)
notice xyxy=(194,893,367,970)
notice xyxy=(12,652,185,756)
notice-title: تنبیہات xyxy=(222,354,340,371)
notice-tag: تنبیہ xyxy=(1070,552,1098,571)
notice-header xyxy=(12,543,185,560)
court-heading: بعدالت جناب ADLR تحصیلدار صاحب کوٹ مومن xyxy=(214,1350,349,1410)
notice-title: تنبیہات xyxy=(1134,1120,1252,1137)
notice-title: تنبیہات xyxy=(951,1115,1069,1132)
notice-tag: تنبیہ xyxy=(705,603,733,622)
notice-header xyxy=(1107,1215,1280,1231)
